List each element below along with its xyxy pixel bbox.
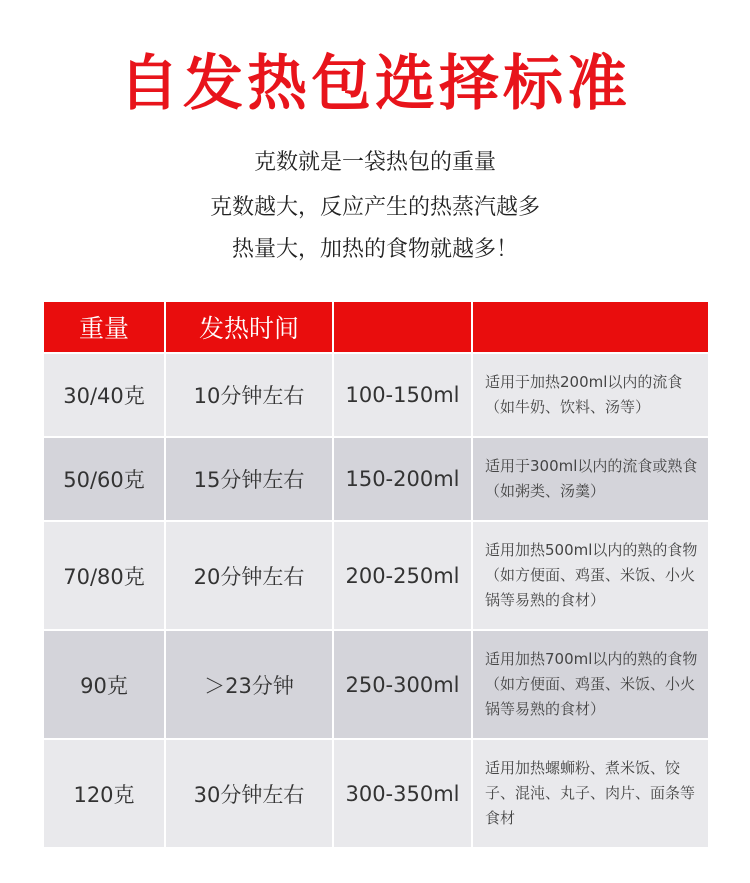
table-row bbox=[44, 739, 708, 847]
subtitle-line-2: 克数越大，反应产生的热蒸汽越多 bbox=[209, 195, 540, 220]
header-volume bbox=[333, 302, 472, 353]
header-weight: 重量 bbox=[44, 302, 165, 353]
volume-cell: 300-350ml bbox=[333, 739, 472, 847]
usage-cell: 适用加热螺蛳粉、煮米饭、饺子、混沌、丸子、肉片、面条等食材 bbox=[472, 739, 708, 847]
header-heat-time: 发热时间 bbox=[165, 302, 333, 353]
subtitle-line-3: 热量大，加热的食物就越多！ bbox=[231, 237, 518, 262]
usage-cell: 适用于加热200ml以内的流食（如牛奶、饮料、汤等） bbox=[472, 353, 708, 437]
weight-cell: 120克 bbox=[44, 739, 165, 847]
volume-cell: 100-150ml bbox=[333, 353, 472, 437]
page-title: 自发热包选择标准 bbox=[119, 49, 631, 119]
volume-cell: 250-300ml bbox=[333, 630, 472, 739]
volume-cell: 200-250ml bbox=[333, 521, 472, 630]
weight-cell: 90克 bbox=[44, 630, 165, 739]
time-cell: 20分钟左右 bbox=[165, 521, 333, 630]
time-cell: 15分钟左右 bbox=[165, 437, 333, 521]
table-header-row bbox=[44, 302, 708, 353]
table-row bbox=[44, 521, 708, 630]
usage-cell: 适用加热700ml以内的熟的食物（如方便面、鸡蛋、米饭、小火锅等易熟的食材） bbox=[472, 630, 708, 739]
usage-cell: 适用加热500ml以内的熟的食物（如方便面、鸡蛋、米饭、小火锅等易熟的食材） bbox=[472, 521, 708, 630]
time-cell: 30分钟左右 bbox=[165, 739, 333, 847]
weight-cell: 70/80克 bbox=[44, 521, 165, 630]
weight-cell: 50/60克 bbox=[44, 437, 165, 521]
table-row bbox=[44, 353, 708, 437]
usage-cell: 适用于300ml以内的流食或熟食（如粥类、汤羹） bbox=[472, 437, 708, 521]
header-usage bbox=[472, 302, 708, 353]
table-row bbox=[44, 630, 708, 739]
spec-table bbox=[44, 302, 708, 847]
volume-cell: 150-200ml bbox=[333, 437, 472, 521]
subtitle-line-1: 克数就是一袋热包的重量 bbox=[253, 150, 496, 175]
weight-cell: 30/40克 bbox=[44, 353, 165, 437]
time-cell: 10分钟左右 bbox=[165, 353, 333, 437]
table-row bbox=[44, 437, 708, 521]
time-cell: ＞23分钟 bbox=[165, 630, 333, 739]
